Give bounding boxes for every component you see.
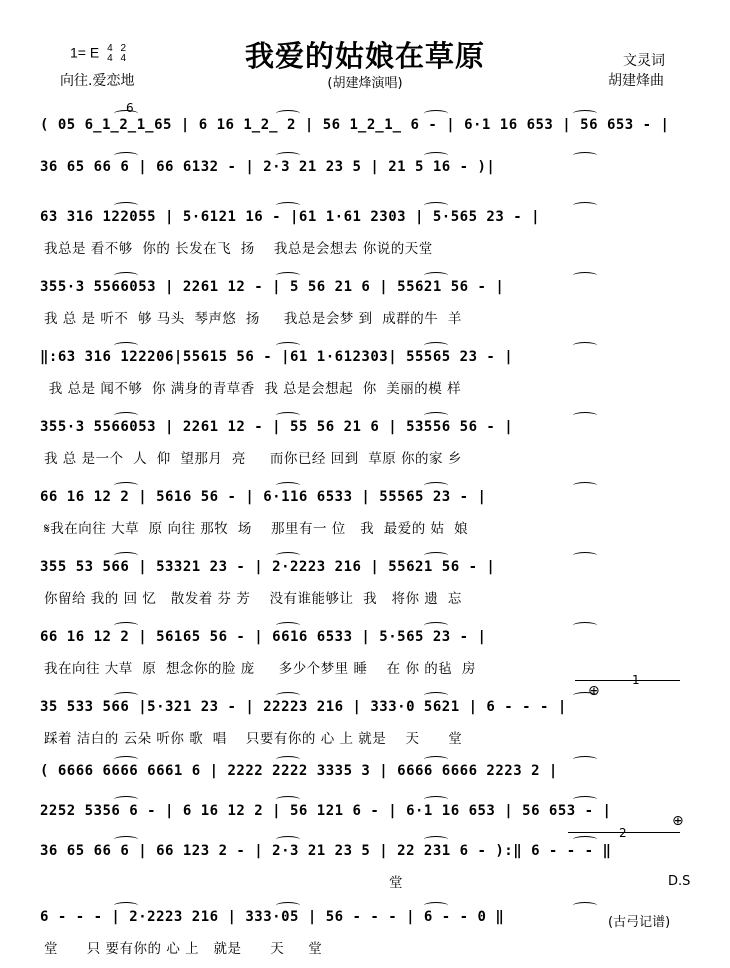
lyrics-row: 我总是 看不够 你的 长发在飞 扬 我总是会想去 你说的天堂 — [44, 241, 433, 257]
slur-mark — [573, 152, 597, 159]
lyrics-row: 堂 — [44, 875, 403, 891]
slur-mark — [424, 692, 448, 699]
slur-mark — [573, 482, 597, 489]
slur-mark — [114, 412, 138, 419]
slur-mark — [114, 756, 138, 763]
tuplet-mark: 6 — [126, 101, 134, 115]
time-sig-b-den: 4 — [120, 53, 127, 64]
slur-mark — [573, 902, 597, 909]
slur-mark — [424, 412, 448, 419]
slur-mark — [114, 692, 138, 699]
slur-mark — [424, 272, 448, 279]
slur-mark — [424, 152, 448, 159]
notation-row: ( 6666 6666 6661 6 | 2222 2222 3335 3 | 6666 6666 2223 2 | — [40, 763, 558, 779]
time-signature-a — [107, 44, 113, 64]
slur-mark — [114, 836, 138, 843]
slur-mark — [573, 796, 597, 803]
slur-mark — [276, 272, 300, 279]
coda-sign-icon-2: ⊕ — [672, 813, 684, 829]
lyrics-row: 我 总是 闻不够 你 满身的青草香 我 总是会想起 你 美丽的模 样 — [44, 381, 462, 397]
page-subtitle: (胡建烽演唱) — [327, 76, 403, 91]
slur-mark — [276, 552, 300, 559]
slur-mark — [573, 110, 597, 117]
slur-mark — [424, 342, 448, 349]
transcriber-note: (古弓记谱) — [608, 915, 671, 930]
composer-label: 胡建烽曲 — [608, 73, 664, 89]
slur-mark — [114, 902, 138, 909]
slur-mark — [424, 756, 448, 763]
key-label: 1= E — [70, 44, 100, 61]
lyrics-row: 我在向往 大草 原 想念你的脸 庞 多少个梦里 睡 在 你 的毡 房 — [44, 661, 476, 677]
slur-mark — [276, 796, 300, 803]
slur-mark — [114, 552, 138, 559]
slur-mark — [276, 412, 300, 419]
slur-mark — [573, 756, 597, 763]
slur-mark — [276, 756, 300, 763]
slur-mark — [424, 902, 448, 909]
slur-mark — [424, 110, 448, 117]
slur-mark — [276, 622, 300, 629]
slur-mark — [276, 482, 300, 489]
slur-mark — [114, 272, 138, 279]
volta-2-bracket — [568, 832, 680, 833]
lyricist-label: 文灵词 — [623, 53, 665, 69]
slur-mark — [573, 412, 597, 419]
slur-mark — [114, 152, 138, 159]
slur-mark — [424, 202, 448, 209]
slur-mark — [424, 552, 448, 559]
slur-mark — [424, 622, 448, 629]
slur-mark — [276, 152, 300, 159]
lyrics-row: 堂 只 要有你的 心 上 就是 天 堂 — [44, 941, 323, 957]
time-sig-a-num: 4 — [107, 43, 113, 54]
notation-row: 36 65 66 6 | 66 123 2 - | 2·3 21 23 5 | 22 231 6 - ):‖ 6 - - - ‖ — [40, 843, 612, 859]
slur-mark — [276, 692, 300, 699]
page-title: 我爱的姑娘在草原 — [244, 39, 485, 73]
lyrics-row: 你留给 我的 回 忆 散发着 芬 芳 没有谁能够让 我 将你 遗 忘 — [44, 591, 462, 607]
slur-mark — [573, 272, 597, 279]
notation-row: 2252 5356 6 - | 6 16 12 2 | 56 121 6 - | 6·1 16 653 | 56 653 - | — [40, 803, 612, 819]
lyrics-row: 𝄋我在向往 大草 原 向往 那牧 场 那里有一 位 我 最爱的 姑 娘 — [44, 521, 469, 537]
volta-1-label: 1 — [632, 673, 640, 687]
time-sig-a-den: 4 — [107, 53, 113, 64]
lyrics-row: 我 总 是 听不 够 马头 琴声悠 扬 我总是会梦 到 成群的牛 羊 — [44, 311, 462, 327]
slur-mark — [114, 342, 138, 349]
lyrics-row: 踩着 洁白的 云朵 听你 歌 唱 只要有你的 心 上 就是 天 堂 — [44, 731, 463, 747]
slur-mark — [424, 836, 448, 843]
slur-mark — [573, 342, 597, 349]
slur-mark — [573, 552, 597, 559]
time-signature-b — [121, 44, 127, 64]
key-signature — [70, 44, 126, 64]
slur-mark — [114, 796, 138, 803]
notation-row: 355·3 5566053 | 2261 12 - | 55 56 21 6 | 53556 56 - | — [40, 419, 514, 435]
notation-row: 35 533 566 |5·321 23 - | 22223 216 | 333·0 5621 | 6 - - - | — [40, 699, 567, 715]
slur-mark — [276, 902, 300, 909]
lyrics-row: 我 总 是一个 人 仰 望那月 亮 而你已经 回到 草原 你的家 乡 — [44, 451, 462, 467]
notation-row: ‖:63 316 122206|55615 56 - |61 1·612303| 55565 23 - | — [40, 349, 514, 365]
notation-row: 66 16 12 2 | 5616 56 - | 6·116 6533 | 55565 23 - | — [40, 489, 487, 505]
notation-row: 66 16 12 2 | 56165 56 - | 6616 6533 | 5·565 23 - | — [40, 629, 487, 645]
slur-mark — [276, 342, 300, 349]
slur-mark — [114, 622, 138, 629]
notation-row: 355·3 5566053 | 2261 12 - | 5 56 21 6 | 55621 56 - | — [40, 279, 505, 295]
slur-mark — [114, 202, 138, 209]
slur-mark — [276, 836, 300, 843]
ds-label: D.S — [668, 874, 691, 889]
notation-row: 63 316 122055 | 5·6121 16 - |61 1·61 2303 | 5·565 23 - | — [40, 209, 541, 225]
slur-mark — [276, 202, 300, 209]
volta-2-label: 2 — [619, 826, 627, 840]
slur-mark — [573, 622, 597, 629]
notation-row: ( 05 6̲1̲2̲1̲65 | 6 16 1̲2̲ 2 | 56 1̲2̲1̲ 6 - | 6·1 16 653 | 56 653 - | — [40, 117, 670, 133]
time-sig-b-num: 2 — [120, 43, 127, 54]
slur-mark — [424, 796, 448, 803]
slur-mark — [276, 110, 300, 117]
album-label: 向往.爱恋地 — [60, 73, 135, 89]
notation-row: 355 53 566 | 53321 23 - | 2·2223 216 | 55621 56 - | — [40, 559, 496, 575]
notation-row: 36 65 66 6 | 66 6132 - | 2·3 21 23 5 | 21 5 16 - )| — [40, 159, 496, 175]
coda-sign-icon: ⊕ — [588, 683, 600, 699]
slur-mark — [573, 202, 597, 209]
slur-mark — [573, 836, 597, 843]
slur-mark — [424, 482, 448, 489]
notation-row: 6 - - - | 2·2223 216 | 333·05 | 56 - - - | 6 - - 0 ‖ — [40, 909, 505, 925]
volta-1-bracket — [575, 680, 680, 681]
slur-mark — [114, 482, 138, 489]
